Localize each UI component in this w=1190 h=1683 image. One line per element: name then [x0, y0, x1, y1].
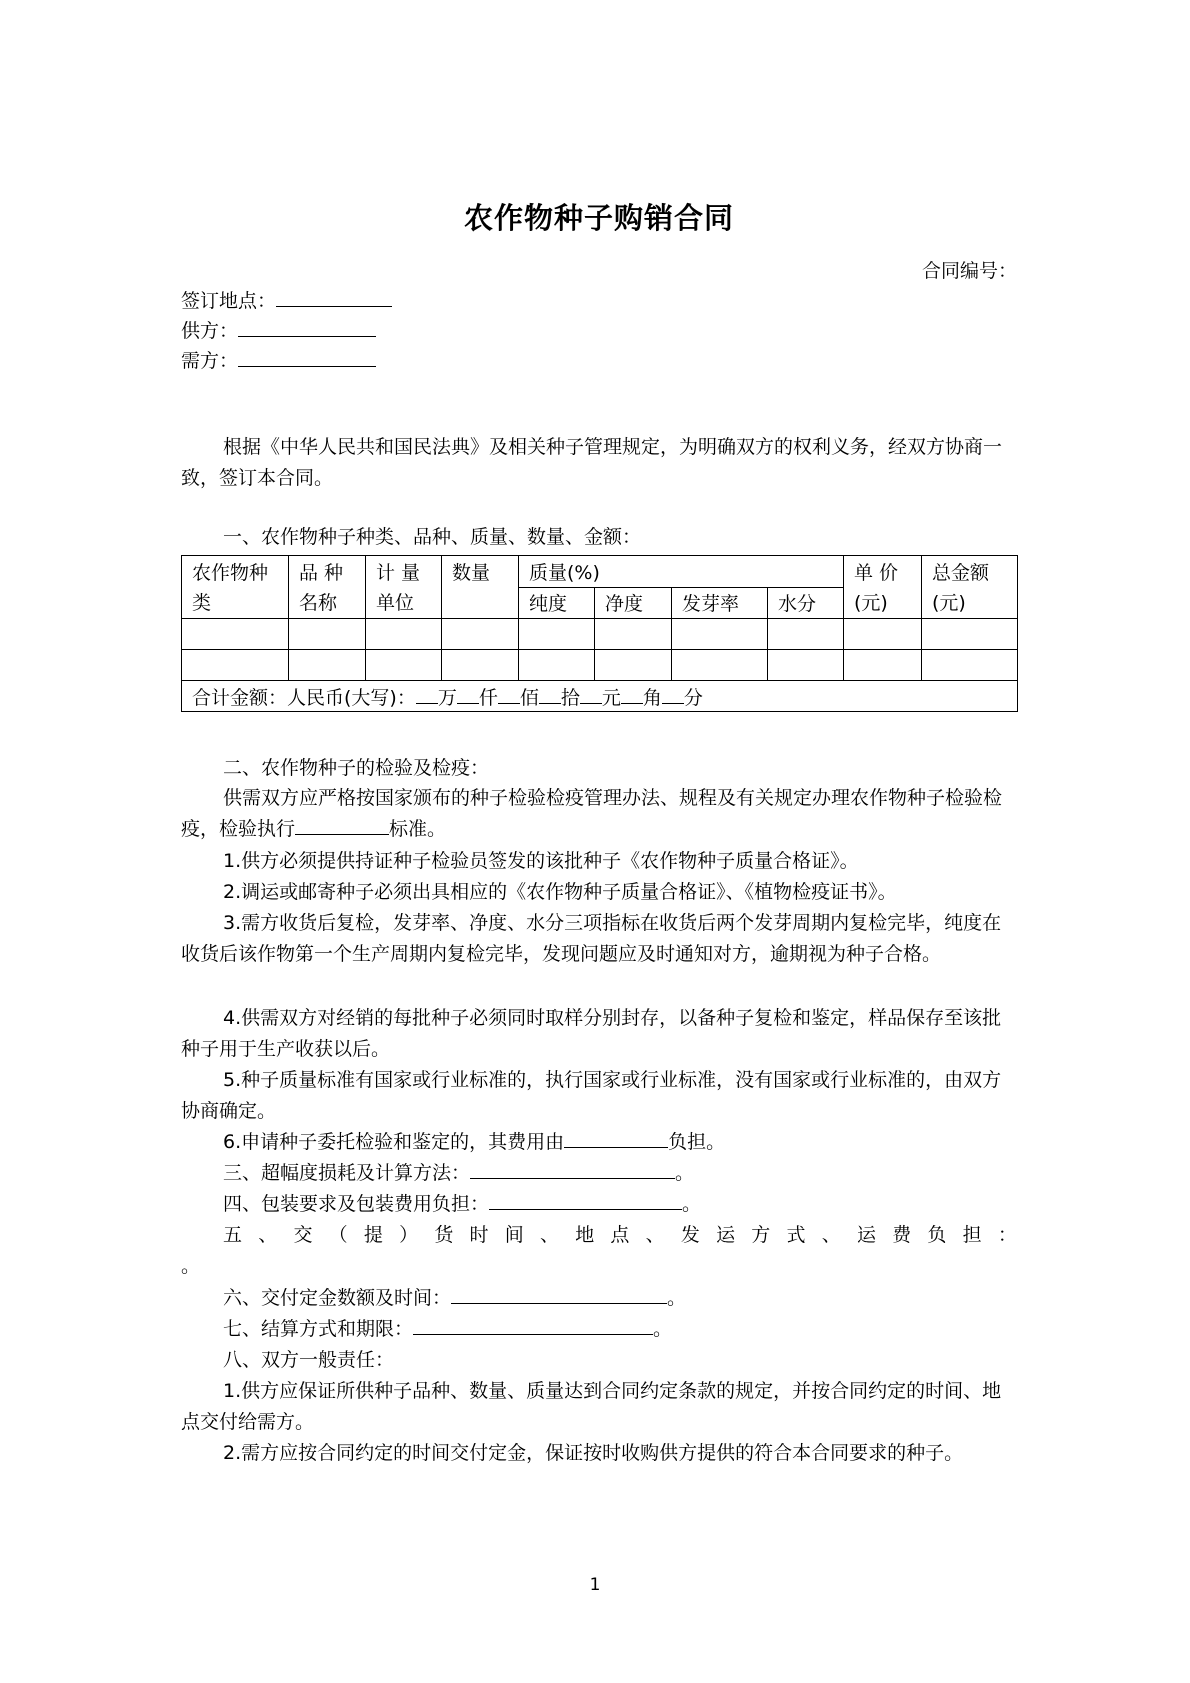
header-germination: 发芽率	[672, 587, 768, 619]
section-5-char: 货	[434, 1224, 454, 1246]
table-cell[interactable]	[519, 619, 595, 650]
qian-blank[interactable]	[457, 683, 479, 704]
section-2-paragraph	[181, 783, 1017, 845]
section-5-char: 地	[575, 1224, 595, 1246]
header-purity: 纯度	[519, 587, 595, 619]
section-3	[223, 1158, 694, 1185]
section-5-char: 、	[539, 1224, 559, 1246]
section-5-char: 费	[892, 1224, 912, 1246]
unit-qian: 仟	[478, 686, 498, 709]
section-5-char: 运	[716, 1224, 736, 1246]
table-cell[interactable]	[289, 619, 366, 650]
section-5-char: 式	[786, 1224, 806, 1246]
table-cell[interactable]	[366, 650, 442, 681]
section-3-period: 。	[675, 1162, 695, 1184]
table-cell[interactable]	[768, 650, 844, 681]
loss-method-blank[interactable]	[470, 1158, 675, 1179]
section-5-char: 发	[680, 1224, 700, 1246]
header-crop-type: 农作物种类	[182, 556, 289, 619]
table-cell[interactable]	[442, 650, 519, 681]
section-5-char: 、	[258, 1224, 278, 1246]
section-5-char: 、	[821, 1224, 841, 1246]
signing-place-field	[181, 286, 392, 313]
standard-blank[interactable]	[295, 814, 389, 835]
signing-place-label: 签订地点：	[181, 290, 277, 312]
section-6-period: 。	[667, 1287, 687, 1309]
table-cell[interactable]	[182, 619, 289, 650]
table-cell[interactable]	[366, 619, 442, 650]
section-5-char: 间	[504, 1224, 524, 1246]
section-5-char: ：	[997, 1224, 1017, 1246]
buyer-label: 需方：	[181, 350, 239, 372]
total-amount-label: 合计金额：人民币(大写)：	[192, 686, 416, 709]
table-cell[interactable]	[672, 619, 768, 650]
table-cell[interactable]	[768, 619, 844, 650]
supplier-label: 供方：	[181, 320, 239, 342]
total-amount-row	[182, 681, 1018, 712]
section-5-char: 点	[610, 1224, 630, 1246]
header-quality: 质量(%)	[519, 556, 844, 588]
section-4	[223, 1189, 701, 1216]
section-8-item-1: 1.供方应保证所供种子品种、数量、质量达到合同约定条款的规定，并按合同约定的时间、地点交付给需方。	[181, 1380, 1002, 1433]
header-quantity: 数量	[442, 556, 519, 619]
header-moisture: 水分	[768, 587, 844, 619]
section-7-period: 。	[653, 1318, 673, 1340]
table-cell[interactable]	[595, 619, 672, 650]
fen-blank[interactable]	[662, 683, 684, 704]
section-2-text-end: 标准。	[389, 818, 447, 840]
section-6	[223, 1283, 686, 1310]
header-unit-price: 单 价 (元)	[844, 556, 922, 619]
signing-place-blank[interactable]	[276, 286, 392, 307]
table-cell[interactable]	[922, 650, 1018, 681]
section-5-char: 担	[962, 1224, 982, 1246]
section-2-item-6-text: 6.申请种子委托检验和鉴定的，其费用由	[223, 1131, 565, 1153]
section-5-char: 、	[645, 1224, 665, 1246]
page-number: 1	[589, 1575, 601, 1595]
header-total-amount: 总金额 (元)	[922, 556, 1018, 619]
section-2-item-2: 2.调运或邮寄种子必须出具相应的《农作物种子质量合格证》、《植物检疫证书》。	[223, 881, 897, 903]
bai-blank[interactable]	[498, 683, 520, 704]
section-5-char: （	[328, 1224, 348, 1246]
header-cleanness: 净度	[595, 587, 672, 619]
unit-bai: 佰	[519, 686, 539, 709]
table-row	[182, 619, 1018, 650]
section-5-end: 。	[181, 1255, 201, 1277]
shi-blank[interactable]	[539, 683, 561, 704]
section-2-item-3: 3.需方收货后复检，发芽率、净度、水分三项指标在收货后两个发芽周期内复检完毕，纯度在收货后该作物第一个生产周期内复检完毕，发现问题应及时通知对方，逾期视为种子合格。	[181, 912, 1002, 965]
section-4-period: 。	[682, 1193, 702, 1215]
section-2-item-1: 1.供方必须提供持证种子检验员签发的该批种子《农作物种子质量合格证》。	[223, 850, 859, 872]
section-2-heading: 二、农作物种子的检验及检疫：	[223, 757, 490, 779]
table-cell[interactable]	[672, 650, 768, 681]
section-7-label: 七、结算方式和期限：	[223, 1318, 414, 1340]
section-2-item-5: 5.种子质量标准有国家或行业标准的，执行国家或行业标准，没有国家或行业标准的，由双方协商确定。	[181, 1069, 1002, 1122]
header-unit: 计 量 单位	[366, 556, 442, 619]
wan-blank[interactable]	[416, 683, 438, 704]
table-cell[interactable]	[182, 650, 289, 681]
document-title: 农作物种子购销合同	[463, 201, 734, 235]
unit-yuan: 元	[601, 686, 621, 709]
supplier-blank[interactable]	[238, 316, 376, 337]
unit-jiao: 角	[642, 686, 662, 709]
supplier-field	[181, 316, 376, 343]
buyer-field	[181, 346, 376, 373]
deposit-blank[interactable]	[451, 1283, 667, 1304]
table-cell[interactable]	[595, 650, 672, 681]
table-cell[interactable]	[442, 619, 519, 650]
table-cell[interactable]	[844, 650, 922, 681]
section-5-char: 负	[927, 1224, 947, 1246]
settlement-blank[interactable]	[413, 1314, 653, 1335]
section-2-text: 供需双方应严格按国家颁布的种子检验检疫管理办法、规程及有关规定办理农作物种子检验检疫，检验执行	[181, 787, 1003, 840]
section-6-label: 六、交付定金数额及时间：	[223, 1287, 452, 1309]
section-5-char: 方	[751, 1224, 771, 1246]
table-cell[interactable]	[289, 650, 366, 681]
unit-fen: 分	[683, 686, 703, 709]
section-7	[223, 1314, 672, 1341]
section-2-item-6-end: 负担。	[668, 1131, 726, 1153]
seed-spec-table	[181, 555, 1018, 712]
section-2-item-6	[223, 1127, 725, 1154]
buyer-blank[interactable]	[238, 346, 376, 367]
section-2-item-4: 4.供需双方对经销的每批种子必须同时取样分别封存，以备种子复检和鉴定，样品保存至该批种子用于生产收获以后。	[181, 1007, 1002, 1060]
section-5-char: 交	[293, 1224, 313, 1246]
table-row	[182, 650, 1018, 681]
packaging-blank[interactable]	[489, 1189, 682, 1210]
section-5-char: 运	[856, 1224, 876, 1246]
section-5-char: 提	[363, 1224, 383, 1246]
total-amount-cell	[182, 681, 1018, 712]
jiao-blank[interactable]	[621, 683, 643, 704]
section-4-label: 四、包装要求及包装费用负担：	[223, 1193, 490, 1215]
header-variety: 品 种 名称	[289, 556, 366, 619]
section-8-heading: 八、双方一般责任：	[223, 1349, 395, 1371]
section-3-label: 三、超幅度损耗及计算方法：	[223, 1162, 471, 1184]
table-cell[interactable]	[922, 619, 1018, 650]
unit-shi: 拾	[560, 686, 580, 709]
section-5-char: ）	[399, 1224, 419, 1246]
fee-payer-blank[interactable]	[564, 1127, 668, 1148]
section-1-heading: 一、农作物种子种类、品种、质量、数量、金额：	[223, 526, 642, 548]
contract-number-label: 合同编号：	[921, 260, 1017, 282]
section-5-line	[223, 1220, 1017, 1247]
section-8-item-2: 2.需方应按合同约定的时间交付定金，保证按时收购供方提供的符合本合同要求的种子。	[223, 1442, 964, 1464]
section-5-char: 五	[223, 1224, 243, 1246]
table-cell[interactable]	[519, 650, 595, 681]
yuan-blank[interactable]	[580, 683, 602, 704]
table-cell[interactable]	[844, 619, 922, 650]
unit-wan: 万	[437, 686, 457, 709]
intro-paragraph: 根据《中华人民共和国民法典》及相关种子管理规定，为明确双方的权利义务，经双方协商一致，签订本合同。	[181, 436, 1003, 489]
section-5-char: 时	[469, 1224, 489, 1246]
